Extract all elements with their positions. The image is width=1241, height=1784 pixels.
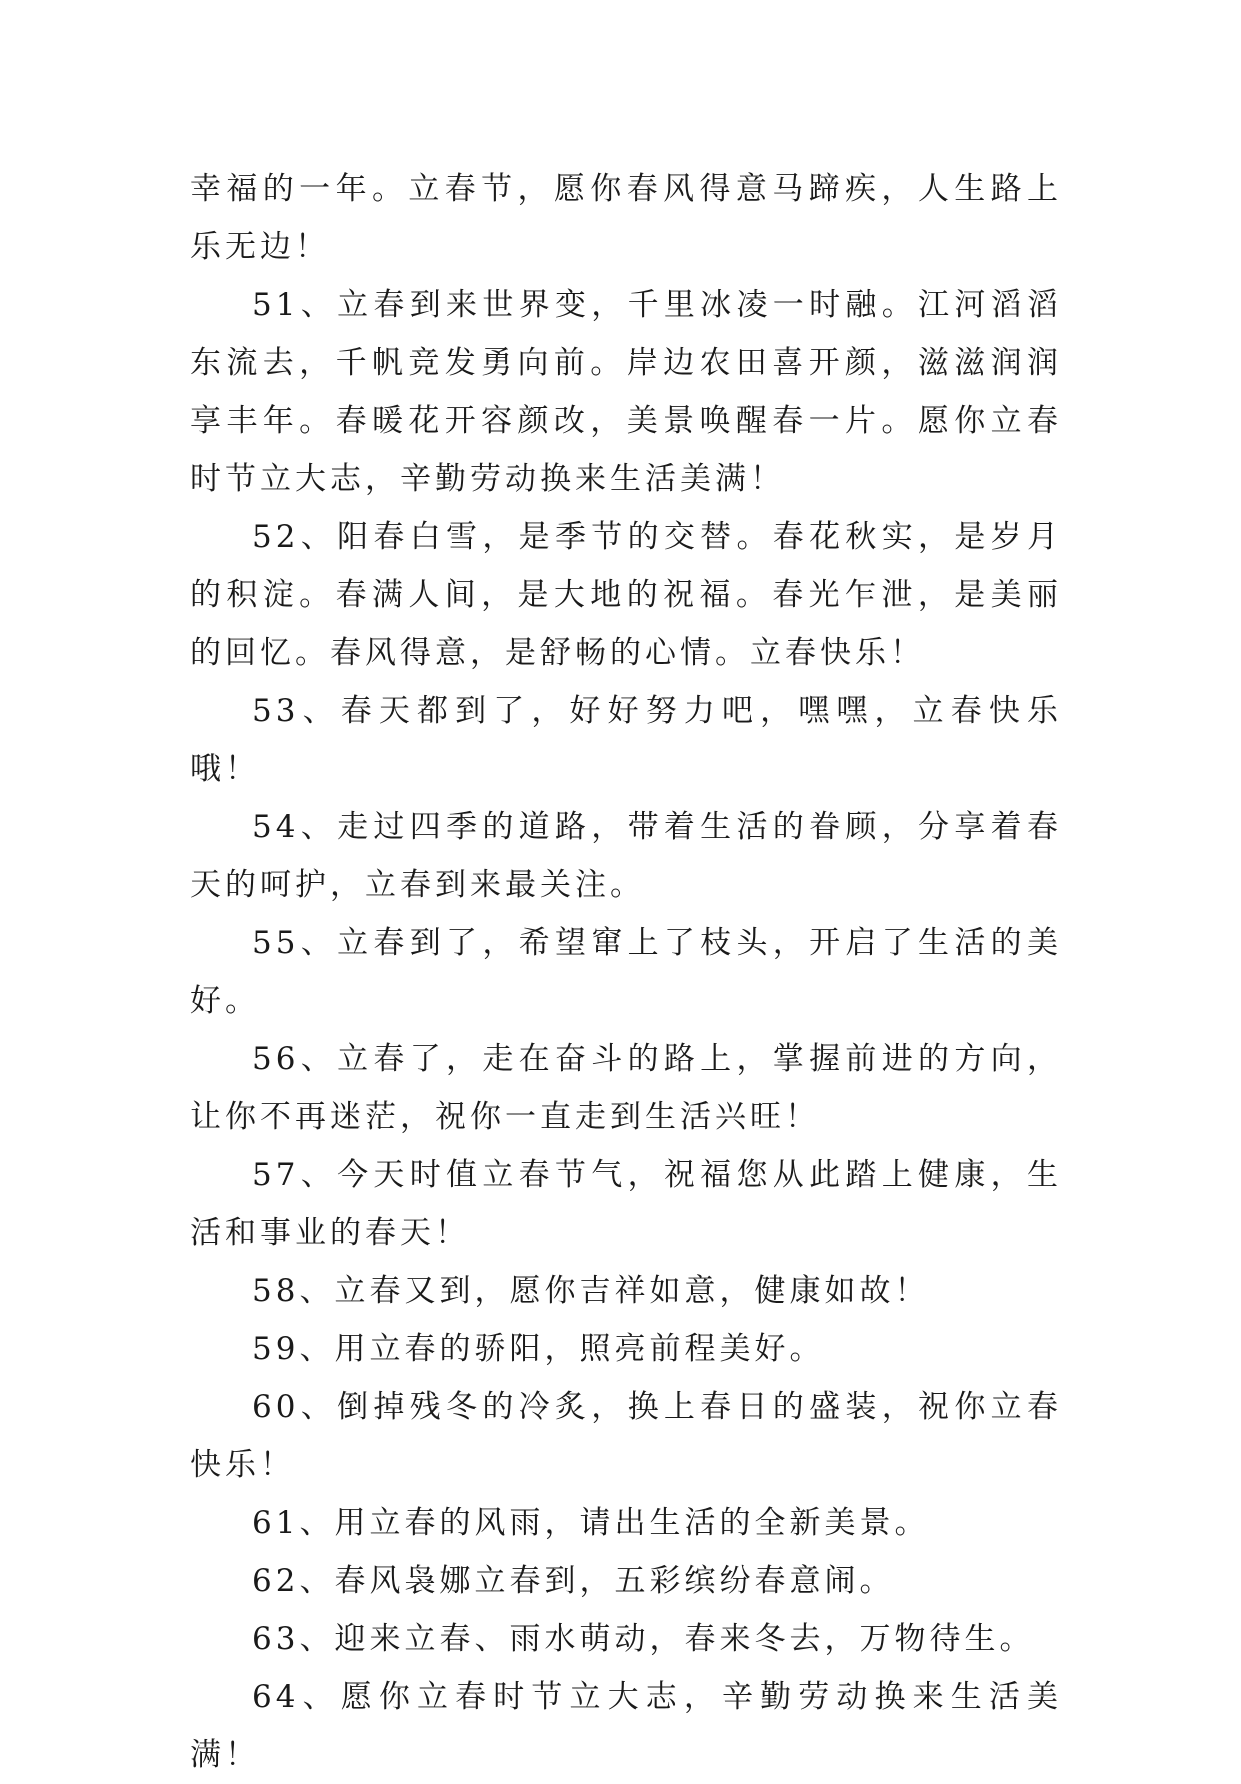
paragraph-52: 52、阳春白雪，是季节的交替。春花秋实，是岁月的积淀。春满人间，是大地的祝福。春光乍泄，是美丽的回忆。春风得意，是舒畅的心情。立春快乐！ [190, 519, 1062, 671]
paragraph-61: 61、用立春的风雨，请出生活的全新美景。 [252, 1505, 930, 1541]
paragraph-54: 54、走过四季的道路，带着生活的眷顾，分享着春天的呵护，立春到来最关注。 [190, 809, 1062, 903]
paragraph-57: 57、今天时值立春节气，祝福您从此踏上健康，生活和事业的春天！ [190, 1157, 1062, 1251]
paragraph-59: 59、用立春的骄阳，照亮前程美好。 [252, 1331, 825, 1367]
paragraph-63: 63、迎来立春、雨水萌动，春来冬去，万物待生。 [252, 1621, 1035, 1657]
paragraph-51: 51、立春到来世界变，千里冰凌一时融。江河滔滔东流去，千帆竞发勇向前。岸边农田喜开颜，滋滋润润享丰年。春暖花开容颜改，美景唤醒春一片。愿你立春时节立大志，辛勤劳动换来生活美满！ [190, 287, 1062, 497]
paragraph-60: 60、倒掉残冬的冷炙，换上春日的盛装，祝你立春快乐！ [190, 1389, 1062, 1483]
paragraph-55: 55、立春到了，希望窜上了枝头，开启了生活的美好。 [190, 925, 1062, 1019]
paragraph-53: 53、春天都到了，好好努力吧，嘿嘿，立春快乐哦！ [190, 693, 1062, 787]
paragraph-continuation: 幸福的一年。立春节，愿你春风得意马蹄疾，人生路上乐无边！ [190, 171, 1062, 265]
paragraph-64: 64、愿你立春时节立大志，辛勤劳动换来生活美满！ [190, 1679, 1062, 1773]
paragraph-62: 62、春风袅娜立春到，五彩缤纷春意闹。 [252, 1563, 895, 1599]
paragraph-58: 58、立春又到，愿你吉祥如意，健康如故！ [252, 1273, 930, 1309]
document-body [190, 160, 1062, 1784]
paragraph-56: 56、立春了，走在奋斗的路上，掌握前进的方向，让你不再迷茫，祝你一直走到生活兴旺！ [190, 1041, 1062, 1135]
